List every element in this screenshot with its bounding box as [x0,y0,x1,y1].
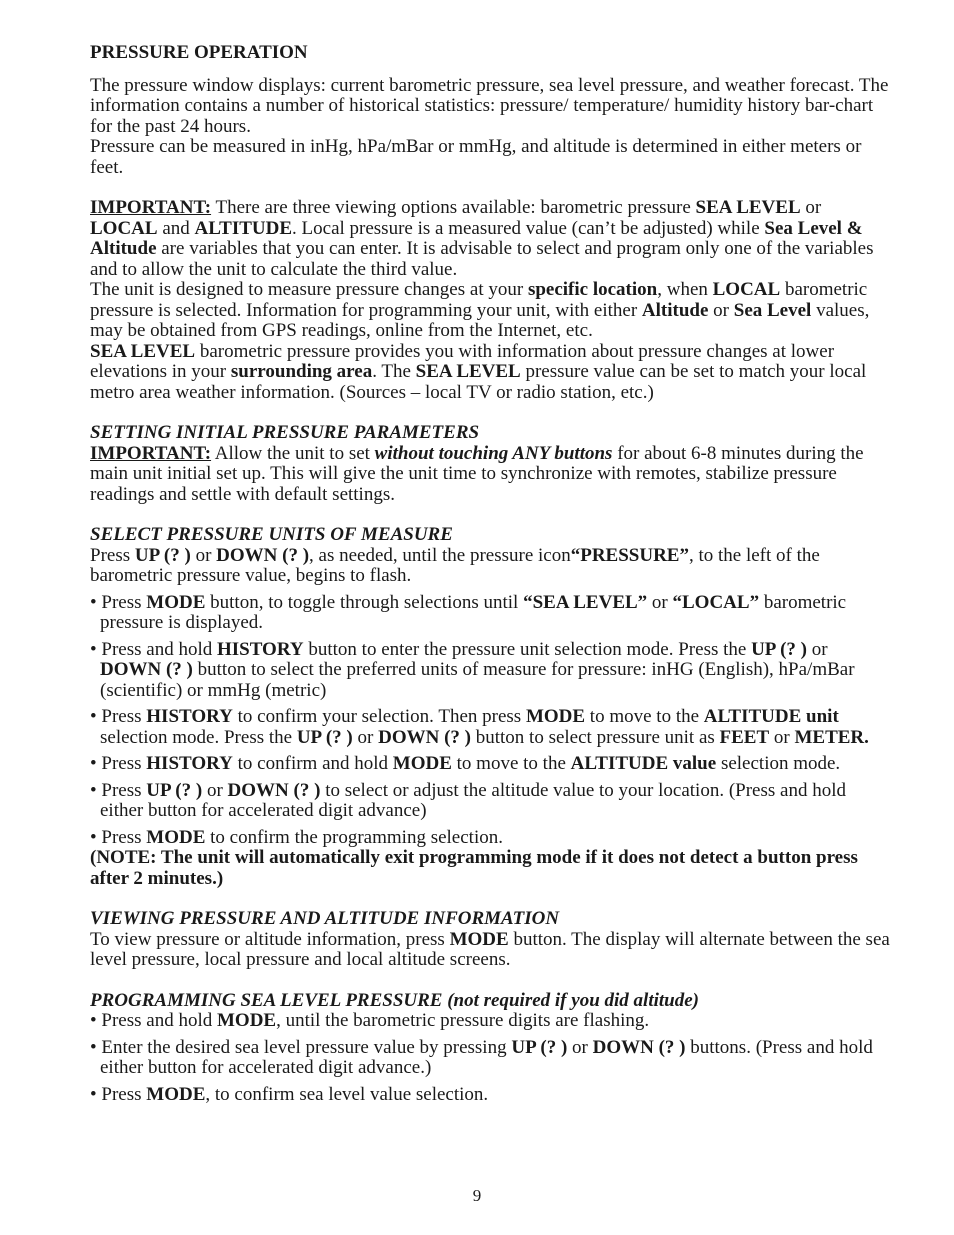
text-run: to confirm your selection. Then press [232,706,526,727]
text-run: button to select the preferred units of measure for pressure: inHG (English), hPa/mBar (scientific) or mmHg (metric) [100,659,855,701]
text-run: UP (? ) [511,1036,568,1058]
select-bullet-2 [90,640,890,702]
text-run: , when [657,279,713,300]
text-run: IMPORTANT: [90,442,212,464]
programming-note: (NOTE: The unit will automatically exit programming mode if it does not detect a button press after 2 minutes.) [90,847,858,889]
text-run: , to the left of the barometric pressure value, begins to flash. [90,544,820,586]
text-run: • Press [90,779,147,801]
text-run: pressure value can be set to match your local metro area weather information. (Sources – local TV or radio station, etc.) [90,361,867,403]
select-bullet-5 [90,781,890,822]
text-run: are variables that you can enter. It is advisable to select and program only one of the variables and to allow the unit to calculate the third value. [90,238,874,280]
text-run: to move to the [585,706,704,727]
viewing-heading: VIEWING PRESSURE AND ALTITUDE INFORMATION [90,908,560,929]
text-run: or [567,1036,593,1058]
text-run: . Local pressure is a measured value (can’t be adjusted) while [292,217,765,239]
text-run: SEA LEVEL [90,340,196,362]
select-bullet-3 [90,707,890,748]
text-run: to move to the [451,753,571,774]
select-bullet-6 [90,828,890,849]
text-run: Altitude [641,299,709,321]
text-run: SEA LEVEL [415,361,521,382]
select-heading: SELECT PRESSURE UNITS OF MEASURE [90,524,453,545]
text-run: DOWN (? ) [227,779,321,801]
important-paragraph-3 [90,342,890,404]
text-run: DOWN (? ) [378,726,471,748]
text-run: “PRESSURE” [570,544,689,566]
text-run: • Press [90,591,147,613]
text-run: without touching ANY buttons [374,442,613,464]
text-run: Sea Level & Altitude [90,217,863,259]
text-run: to confirm and hold [232,753,393,774]
text-run: FEET [719,726,770,748]
programming-bullet-3 [90,1085,890,1106]
text-run: The pressure window displays: current barometric pressure, sea level pressure, and weather forecast. The information contains a number of historical statistics: pressure/ temperature/ humidity history bar-chart for the past 24 hours. [90,74,889,137]
text-run: ALTITUDE [194,217,293,239]
intro-paragraph-1 [90,76,890,138]
intro-paragraph-2 [90,137,890,178]
text-run: • Press [90,706,147,727]
text-run: • Enter the desired sea level pressure value by pressing [90,1036,512,1058]
text-run: DOWN (? ) [100,659,193,680]
important-paragraph-2 [90,280,890,342]
text-run: or [647,591,673,613]
text-run: button to enter the pressure unit selection mode. Press the [303,638,752,660]
text-run: button, to toggle through selections until [205,591,524,613]
text-run: MODE [392,753,452,774]
text-run: , until the barometric pressure digits are flashing. [276,1010,650,1031]
text-run: HISTORY [216,638,304,660]
text-run: To view pressure or altitude information, press [90,928,450,950]
text-run: MODE [525,706,586,727]
select-body [90,546,890,587]
text-run: barometric pressure is displayed. [100,591,847,633]
text-run: DOWN (? ) [216,544,310,566]
programming-bullet-1 [90,1011,890,1032]
text-run: , to confirm sea level value selection. [205,1083,489,1105]
text-run: • Press [90,826,147,848]
select-bullet-4 [90,754,890,775]
text-run: • Press [90,753,147,774]
text-run: UP (? ) [134,544,191,566]
text-run: for about 6-8 minutes during the main unit initial set up. This will give the unit time to synchronize with remotes, stabilize pressure readings and settle with default settings. [90,442,864,505]
document-page [90,40,890,1105]
text-run: to select or adjust the altitude value to your location. (Press and hold either button for accelerated digit advance) [100,779,846,821]
text-run: or [352,726,379,748]
viewing-body [90,930,890,971]
text-run: to confirm the programming selection. [205,826,503,848]
text-run: • Press and hold [90,638,217,660]
select-bullet-1 [90,593,890,634]
setting-heading: SETTING INITIAL PRESSURE PARAMETERS [90,422,480,443]
text-run: DOWN (? ) [592,1036,686,1058]
text-run: button. The display will alternate between the sea level pressure, local pressure and local altitude screens. [90,928,890,970]
text-run: or [807,638,828,660]
programming-bullet-2 [90,1038,890,1079]
text-run: The unit is designed to measure pressure changes at your [90,279,528,300]
text-run: “LOCAL” [672,591,760,613]
text-run: Allow the unit to set [211,442,375,464]
text-run: MODE [146,826,206,848]
text-run: barometric pressure is selected. Information for programming your unit, with either [90,279,868,321]
text-run: Press [90,544,135,566]
text-run: specific location [527,279,658,300]
text-run: or [708,299,734,321]
text-run: UP (? ) [751,638,808,660]
page-title: PRESSURE OPERATION [90,42,308,63]
text-run: values, may be obtained from GPS readings, online from the Internet, etc. [90,299,870,341]
text-run: UP (? ) [146,779,203,801]
text-run: or [202,779,228,801]
text-run: METER. [794,726,869,748]
text-run: and [157,217,195,239]
text-run: “SEA LEVEL” [523,591,648,613]
text-run: IMPORTANT: [90,197,212,218]
text-run: LOCAL [712,279,781,300]
text-run: MODE [146,1083,206,1105]
text-run: , as needed, until the pressure icon [309,544,571,566]
text-run: HISTORY [146,706,233,727]
text-run: or [769,726,795,748]
text-run: SEA LEVEL [695,197,801,218]
text-run: surrounding area [230,361,373,382]
text-run: ALTITUDE unit [703,706,839,727]
text-run: selection mode. [716,753,841,774]
text-run: MODE [216,1010,277,1031]
text-run: • Press [90,1083,147,1105]
text-run: • Press and hold [90,1010,217,1031]
text-run: barometric pressure provides you with information about pressure changes at lower elevations in your [90,340,835,382]
text-run: Pressure can be measured in inHg, hPa/mBar or mmHg, and altitude is determined in either meters or feet. [90,136,862,178]
text-run: ALTITUDE value [570,753,717,774]
text-run: . The [372,361,416,382]
setting-body [90,444,890,506]
text-run: There are three viewing options available: barometric pressure [211,197,696,218]
text-run: HISTORY [146,753,233,774]
text-run: selection mode. Press the [100,726,297,748]
text-run: MODE [449,928,509,950]
text-run: button to select pressure unit as [470,726,720,748]
text-run: LOCAL [90,217,158,239]
text-run: MODE [146,591,206,613]
text-run: or [800,197,822,218]
page-number: 9 [472,1186,482,1205]
text-run: buttons. (Press and hold either button for accelerated digit advance.) [100,1036,873,1078]
programming-heading: PROGRAMMING SEA LEVEL PRESSURE (not required if you did altitude) [90,989,699,1011]
text-run: or [190,544,217,566]
text-run: Sea Level [733,299,812,321]
important-paragraph-1 [90,198,890,280]
text-run: UP (? ) [296,726,353,748]
